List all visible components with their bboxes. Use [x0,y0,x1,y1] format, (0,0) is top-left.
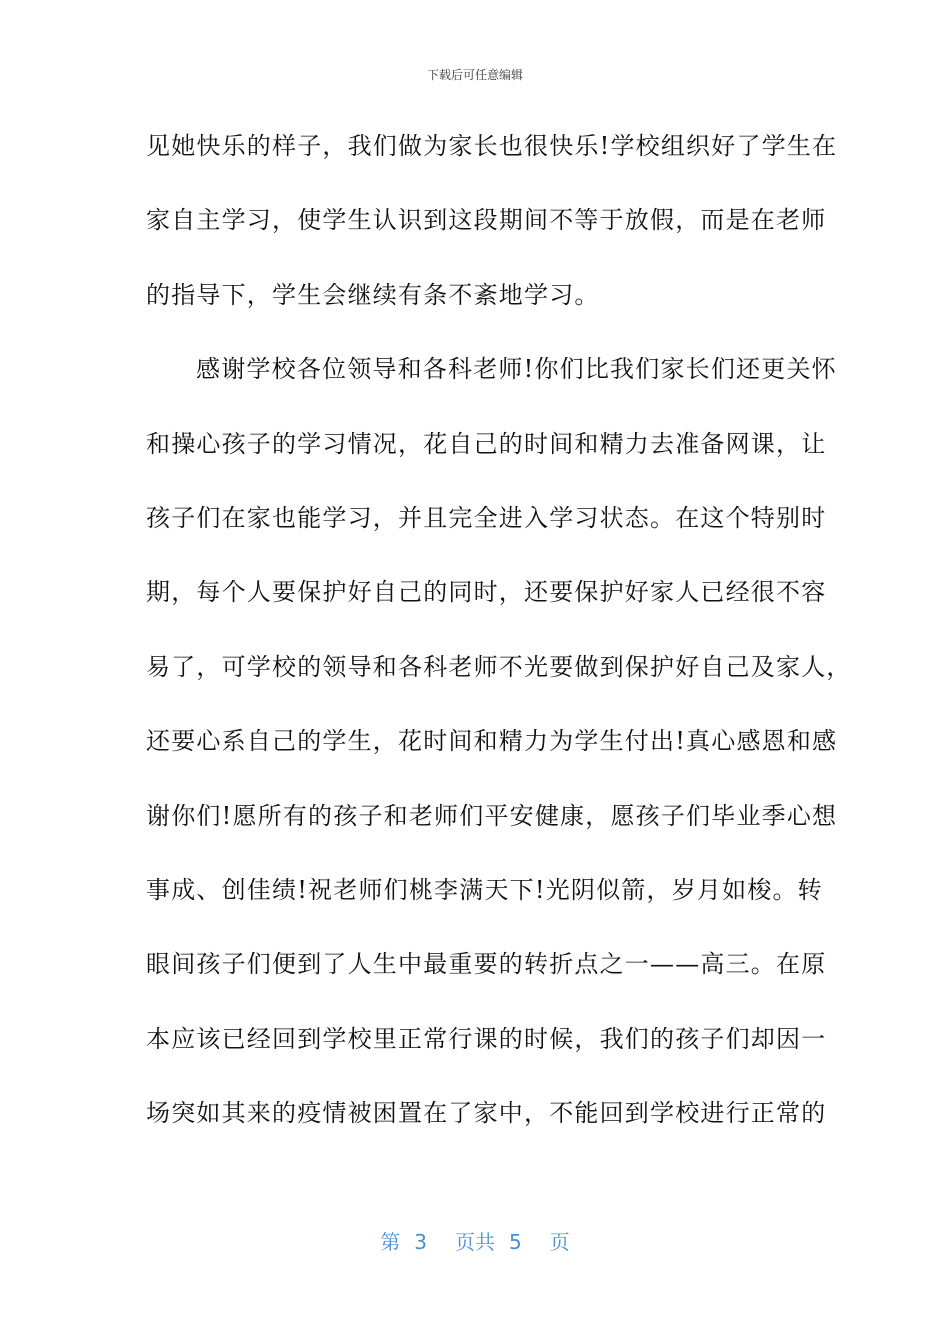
body-line-11: 事成、创佳绩!祝老师们桃李满天下!光阴似箭，岁月如梭。转 [146,875,823,904]
body-line-12: 眼间孩子们便到了人生中最重要的转折点之一——高三。在原 [146,950,827,979]
body-line-1: 见她快乐的样子，我们做为家长也很快乐!学校组织好了学生在 [146,132,838,160]
body-line-9: 还要心系自己的学生，花时间和精力为学生付出!真心感恩和感 [146,727,838,756]
document-body [146,120,852,1161]
body-line-14: 场突如其来的疫情被困置在了家中，不能回到学校进行正常的 [146,1099,827,1128]
page-footer [0,1226,950,1255]
body-line-10: 谢你们!愿所有的孩子和老师们平安健康，愿孩子们毕业季心想 [146,801,838,830]
footer-total-pages: 5 [509,1230,522,1254]
footer-prefix: 第 [380,1230,401,1254]
body-line-7: 期，每个人要保护好自己的同时，还要保护好家人已经很不容 [146,578,827,607]
body-line-4: 感谢学校各位领导和各科老师!你们比我们家长们还更关怀 [196,355,837,384]
footer-suffix: 页 [549,1230,570,1254]
body-line-2: 家自主学习，使学生认识到这段期间不等于放假，而是在老师 [146,206,827,235]
footer-current-page: 3 [414,1230,427,1254]
body-line-13: 本应该已经回到学校里正常行课的时候，我们的孩子们却因一 [146,1024,827,1053]
page-header: 下载后可任意编辑 [426,68,523,82]
body-line-5: 和操心孩子的学习情况，花自己的时间和精力去准备网课，让 [146,429,827,458]
body-line-6: 孩子们在家也能学习，并且完全进入学习状态。在这个特别时 [146,503,827,532]
body-line-3: 的指导下，学生会继续有条不紊地学习。 [146,280,600,309]
footer-middle: 页共 [455,1230,495,1254]
body-line-8: 易了，可学校的领导和各科老师不光要做到保护好自己及家人， [146,652,852,681]
